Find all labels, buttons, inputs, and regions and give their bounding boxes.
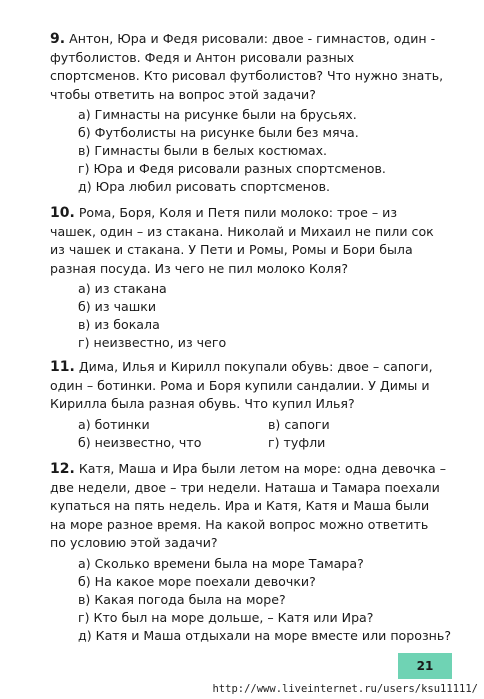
option: а) ботинки — [78, 416, 150, 432]
problem-11 — [50, 358, 446, 452]
problem-statement: Катя, Маша и Ира были летом на море: одна девочка – две недели, двое – три недели. Наташа и Тамара поехали купаться на пять недель. Ира и Катя, Катя и Маша были на море разное время. На какой вопрос можно ответить по условию этой задачи? — [50, 461, 447, 550]
option: д) Юра любил рисовать спортсменов. — [78, 179, 331, 194]
problem-number: 11. — [50, 359, 75, 375]
problem-12 — [50, 460, 451, 645]
problem-10 — [50, 204, 446, 352]
answer-options — [50, 280, 446, 352]
option: г) Юра и Федя рисовали разных спортсменов. — [78, 161, 386, 176]
answer-options — [50, 555, 451, 645]
problem-12-text — [50, 460, 446, 553]
watermark-url: http://www.liveinternet.ru/users/ksu11111/ — [212, 683, 478, 695]
option: б) На какое море поехали девочки? — [78, 573, 316, 589]
problem-11-text — [50, 358, 446, 414]
problem-number: 10. — [50, 205, 75, 221]
option: в) сапоги — [268, 416, 330, 432]
option: в) из бокала — [78, 317, 160, 332]
problem-statement: Антон, Юра и Федя рисовали: двое - гимнастов, один - футболистов. Федя и Антон рисовали разных спортсменов. Кто рисовал футболистов? Что нужно знать, чтобы ответить на вопрос этой задачи? — [50, 31, 444, 102]
problem-10-text — [50, 204, 446, 278]
problem-statement: Дима, Илья и Кирилл покупали обувь: двое – сапоги, один – ботинки. Рома и Боря купили сандалии. У Димы и Кирилла была разная обувь. Что купил Илья? — [50, 359, 433, 411]
problem-number: 9. — [50, 31, 66, 47]
answer-options — [50, 416, 446, 452]
option: в) Гимнасты были в белых костюмах. — [78, 143, 328, 158]
problem-statement: Рома, Боря, Коля и Петя пили молоко: трое – из чашек, один – из стакана. Николай и Михаил не пили сок из чашек и стакана. У Пети и Ромы, Ромы и Бори была разная посуда. Из чего не пил молоко Коля? — [50, 205, 434, 276]
problem-number: 12. — [50, 461, 75, 477]
option: б) Футболисты на рисунке были без мяча. — [78, 125, 359, 140]
option: д) Катя и Маша отдыхали на море вместе или порознь? — [78, 627, 451, 643]
option: б) из чашки — [78, 299, 157, 314]
problem-9 — [50, 30, 446, 196]
problem-9-text — [50, 30, 446, 104]
option: в) Какая погода была на море? — [78, 591, 286, 607]
option: г) Кто был на море дольше, – Катя или Ира? — [78, 609, 374, 625]
option: г) неизвестно, из чего — [78, 335, 227, 350]
option: а) Сколько времени была на море Тамара? — [78, 555, 364, 571]
option: б) неизвестно, что — [78, 434, 202, 450]
page-number: 21 — [398, 653, 452, 679]
option: г) туфли — [268, 434, 326, 450]
option: а) из стакана — [78, 281, 167, 296]
option: а) Гимнасты на рисунке были на брусьях. — [78, 107, 357, 122]
answer-options — [50, 106, 446, 196]
